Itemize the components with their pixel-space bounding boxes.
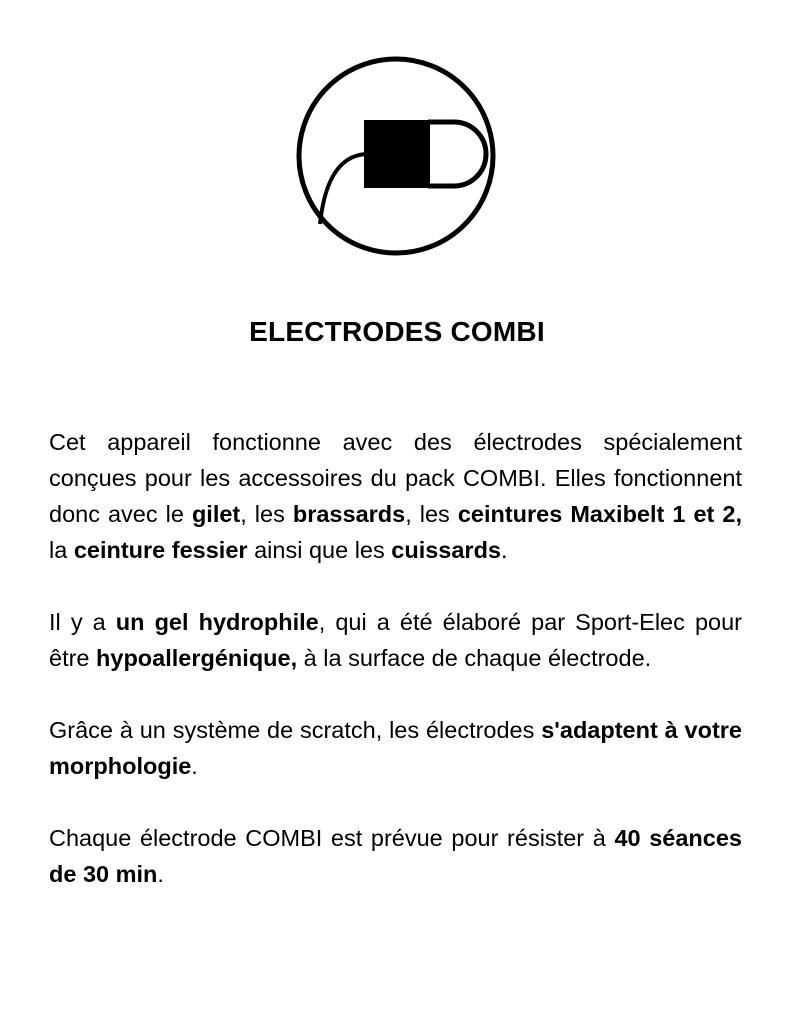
paragraph-compatibility: Cet appareil fonctionne avec des électrodes spécialement conçues pour les accessoires du pack COMBI. Elles fonctionnent donc avec le gilet, les brassards, les ceintures Maxibelt 1 et 2, la ceinture fessier ainsi que les cuissards.	[49, 429, 742, 563]
paragraph-durability: Chaque électrode COMBI est prévue pour résister à 40 séances de 30 min.	[49, 825, 742, 887]
paragraph-scratch: Grâce à un système de scratch, les électrodes s'adaptent à votre morphologie.	[49, 717, 742, 779]
paragraph-gel: Il y a un gel hydrophile, qui a été élaboré par Sport-Elec pour être hypoallergénique, à la surface de chaque électrode.	[49, 609, 742, 671]
electrode-pad-icon	[296, 56, 496, 256]
page-title: ELECTRODES COMBI	[249, 316, 545, 347]
description-text	[49, 424, 742, 892]
